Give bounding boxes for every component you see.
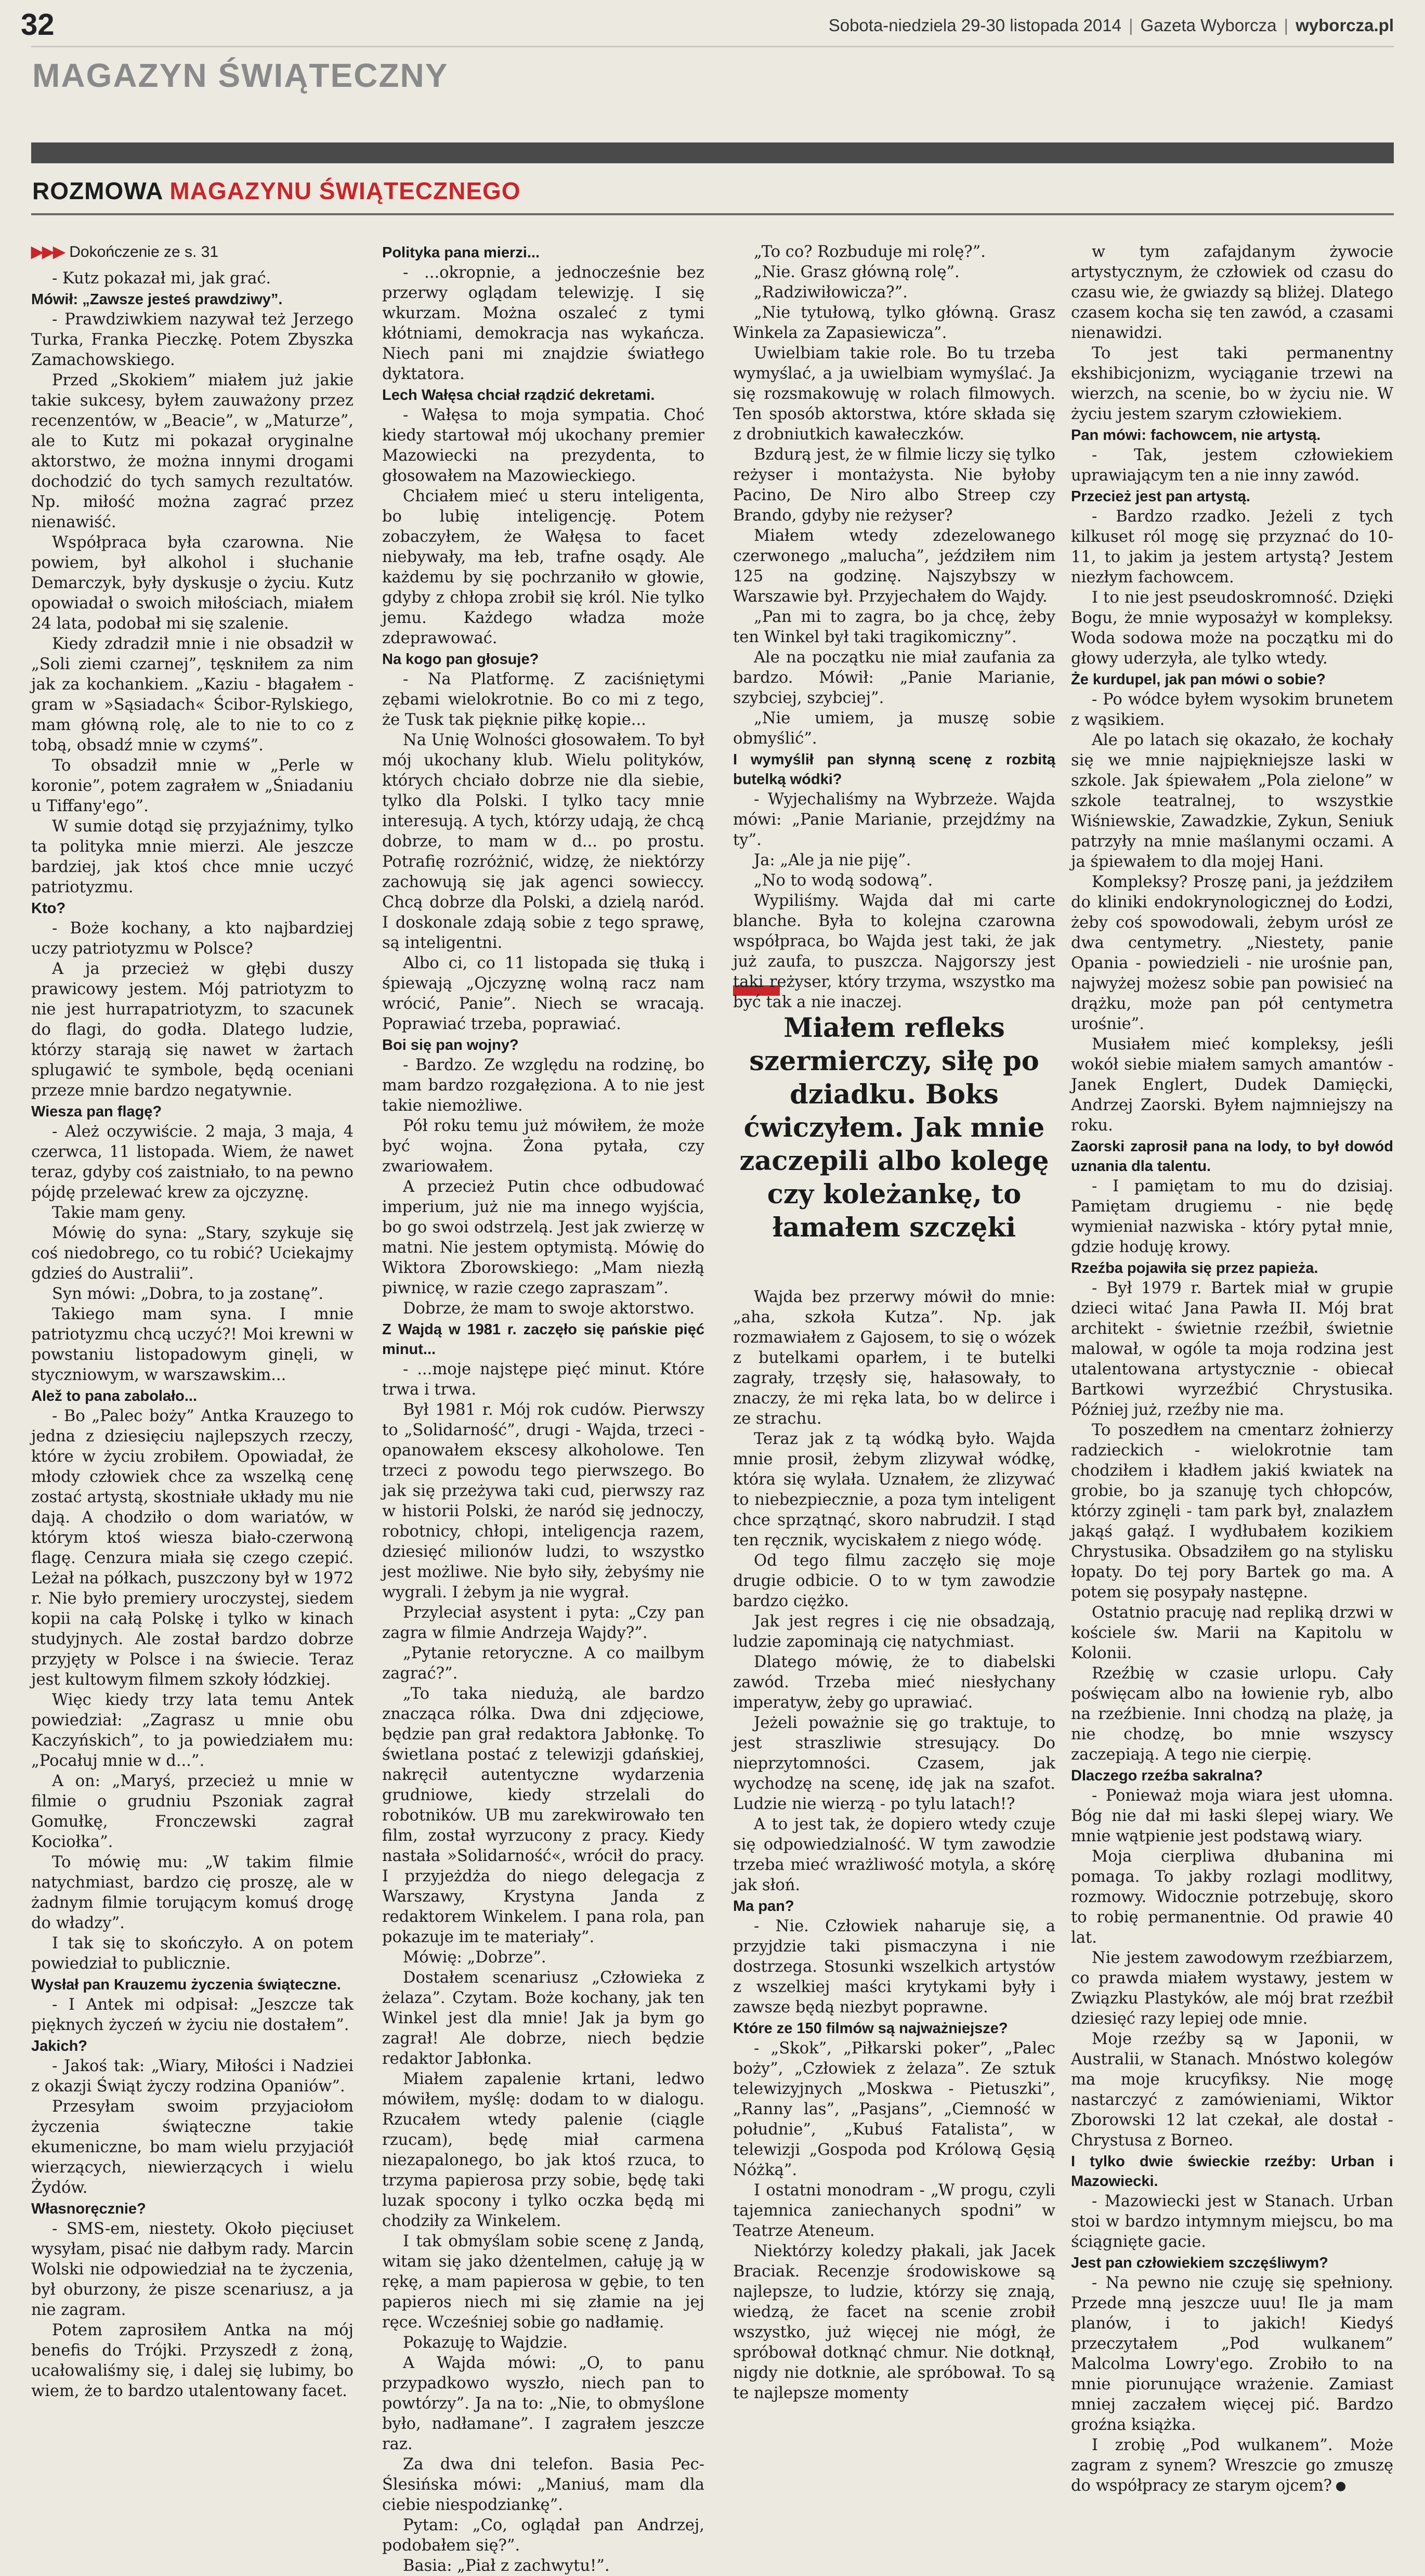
article-paragraph: - „Skok”, „Piłkarski poker”, „Palec boży”, „Człowiek z żelaza”. Ze sztuk telewizyjnych „Moskwa - Pietuszki”, „Ranny las”, „Pasjans”, „Ciemność w południe”, „Kubuś Fatalista”, w telewizji „Gospoda pod Królową Gęsią Nóżką”. [733, 2039, 1055, 2179]
end-of-article-icon [1336, 2482, 1345, 2491]
section-title: MAGAZYN ŚWIĄTECZNY [32, 57, 449, 94]
article-paragraph: - Prawdziwkiem nazywał też Jerzego Turka, Franka Pieczkę. Potem Zbyszka Zamachowskiego. [31, 310, 354, 369]
article-paragraph: Basia: „Piał z zachwytu!”. [403, 2557, 610, 2575]
article-column-2 [382, 242, 705, 2575]
issue-date: Sobota-niedziela 29-30 listopada 2014 [828, 16, 1121, 35]
article-paragraph: I ostatni monodram - „W progu, czyli tajemnica zaniechanych spodni” w Teatrze Ateneum. [733, 2181, 1055, 2240]
interview-question: I wymyślił pan słynną scenę z rozbitą butelką wódki? [733, 751, 1055, 788]
article-paragraph: - I Antek mi odpisał: „Jeszcze tak pięknych życzeń w życiu nie dostałem”. [31, 1996, 354, 2034]
interview-question: Wysłał pan Krauzemu życzenia świąteczne. [31, 1976, 341, 1993]
separator: | [1128, 16, 1133, 35]
article-paragraph: Kompleksy? Proszę pani, ja jeździłem do kliniki endokrynologicznej do Łodzi, żeby coś spowodowali, żebym urósł ze dwa centymetry. „Niestety, panie Opania - powiedzieli - nie urośnie pan, najwyżej możesz sobie pan powisieć na drążku, może pan pół centymetra urośnie”. [1071, 873, 1393, 1033]
article-paragraph: Nie jestem zawodowym rzeźbiarzem, co prawda miałem wystawy, jestem w Związku Plastyków, ale mój brat rzeźbił dziesięć razy lepiej ode mnie. [1071, 1949, 1393, 2028]
article-paragraph: - Na pewno nie czuję się spełniony. Przede mną jeszcze uuu! Ile ja mam planów, i to jakich! Kiedyś przeczytałem „Pod wulkanem” Malcolma Lowry'ego. Zrobiło to na mnie piorunujące wrażenie. Zamiast mniej zaczałem więcej pić. Bardzo groźna książka. [1071, 2274, 1393, 2434]
triple-arrow-icon: ▶▶▶ [31, 243, 64, 261]
pull-quote-text: Miałem refleks szermierczy, siłę po dziadku. Boks ćwiczyłem. Jak mnie zaczepili albo kolegę czy koleżankę, to łamałem szczęki [739, 1012, 1049, 1243]
continuation-note [31, 242, 354, 262]
interview-header [32, 177, 521, 205]
page-number: 32 [21, 8, 55, 42]
article-paragraph: Moja cierpliwa dłubanina mi pomaga. To jakby rozlagi modlitwy, rozmowy. Widocznie potrzebuję, skoro to robię permanentnie. Od prawie 40 lat. [1071, 1848, 1393, 1947]
interview-question: Alež to pana zabolało... [31, 1388, 198, 1404]
article-paragraph: Miałem wtedy zdezelowanego czerwonego „malucha”, jeździłem nim 125 na godzinę. Najszybszy w Warszawie był. Przyjechałem do Wajdy. [733, 527, 1055, 606]
article-paragraph: Kiedy zdradził mnie i nie obsadził w „Soli ziemi czarnej”, tęskniłem za nim jak za kochankiem. „Kaziu - błagałem - gram w »Sąsiadach« Ścibor-Rylskiego, mam główną rolę, ale to nie to co z tobą, obsadź mnie w czymś”. [31, 635, 354, 754]
article-paragraph: - Bardzo rzadko. Jeżeli z tych kilkuset ról mogę się przyznać do 10-11, to jakim ja jestem artystą? Jestem niezłym fachowcem. [1071, 508, 1393, 587]
interview-question: Jakich? [31, 2038, 87, 2054]
pull-quote [733, 985, 1055, 1277]
article-paragraph: - Kutz pokazał mi, jak grać. [52, 269, 271, 288]
article-paragraph: - SMS-em, niestety. Około pięciuset wysyłam, pisać nie dałbym rady. Marcin Wolski nie odpowiedział na te życzenia, był oburzony, że pisze scenariusz, a ja nie zagram. [31, 2220, 354, 2319]
article-paragraph: Za dwa dni telefon. Basia Pec-Ślesińska mówi: „Maniuś, mam dla ciebie niespodziankę”. [382, 2455, 704, 2514]
article-paragraph: Moje rzeźby są w Japonii, w Australii, w Stanach. Mnóstwo kolegów ma moje krucyfiksy. Nie mogę nastarczyć z zamówieniami, Wiktor Zborowski 12 lat czekał, ale dostał - Chrystusa z Borneo. [1071, 2030, 1393, 2150]
article-paragraph: „Nie tytułową, tylko główną. Grasz Winkela za Zapasiewicza”. [733, 304, 1055, 342]
article-paragraph: Teraz jak z tą wódką było. Wajda mnie prosił, żebym zlizywał wódkę, która się wylała. Uznałem, że zlizywać to niebezpiecznie, a poza tym inteligent chce sprzątnąć, skoro nabrudził. I stąd ten ręcznik, wyciskałem z niego wódę. [733, 1430, 1055, 1550]
article-paragraph: Takie mam geny. [52, 1204, 186, 1222]
article-paragraph: - Bardzo. Ze względu na rodzinę, bo mam bardzo rozgałęziona. A to nie jest takie niemożliwe. [382, 1056, 704, 1115]
article-paragraph: - Nie. Człowiek naharuje się, a przyjdzie taki pismaczyna i nie dostrzega. Stosunki wszelkich artystów z wszelkiej maści krytykami były i zawsze będą niezbyt poprawne. [733, 1917, 1055, 2016]
article-paragraph: Niektórzy koledzy płakali, jak Jacek Braciak. Recenzje środowiskowe są najlepsze, to ludzie, którzy się znają, wiedzą, że facet na scenie zrobił wszystko, już więcej nie mógł, że spróbował dotknąć chmur. Nie dotknął, nigdy nie dotknie, ale spróbował. To są te najlepsze momenty [733, 2242, 1055, 2402]
interview-question: Które ze 150 filmów są najważniejsze? [733, 2020, 1008, 2037]
article-paragraph: - ...moje najstępe pięć minut. Które trwa i trwa. [382, 1360, 704, 1399]
article-paragraph: - Wałęsa to moja sympatia. Choć kiedy startował mój ukochany premier Mazowiecki na prezydenta, to głosowałem na Mazowieckiego. [382, 406, 704, 485]
header-prefix: ROZMOWA [32, 177, 163, 204]
article-paragraph: Chciałem mieć u steru inteligenta, bo lubię inteligencję. Potem zobaczyłem, że Wałęsa to facet niebywały, ma łeb, trafne osądy. Ale każdemu by się pochrzaniło w głowie, gdyby z chłopa zrobił się król. Nie tylko jemu. Każdego władza może zdeprawować. [382, 487, 704, 647]
article-paragraph: Mówię: „Dobrze”. [403, 1948, 546, 1967]
article-paragraph: W sumie dotąd się przyjaźnimy, tylko ta polityka mnie mierzi. Ale jeszcze bardziej, jak ktoś chce mnie uczyć patriotyzmu. [31, 817, 354, 896]
article-paragraph: - Wyjechaliśmy na Wybrzeże. Wajda mówi: „Panie Marianie, przejdźmy na ty”. [733, 790, 1055, 849]
interview-question: Że kurdupel, jak pan mówi o sobie? [1071, 671, 1326, 688]
article-paragraph: „Nie. Grasz główną rolę”. [754, 263, 960, 281]
article-paragraph: Ale na początku nie miał zaufania za bardzo. Mówił: „Panie Marianie, szybciej, szybciej”. [733, 648, 1055, 707]
article-paragraph: - Tak, jestem człowiekiem uprawiającym ten a nie inny zawód. [1071, 446, 1393, 485]
article-paragraph: Miałem zapalenie krtani, ledwo mówiłem, myślę: dodam to w dialogu. Rzucałem wtedy palenie (ciągle rzucam), będę miał carmena niezapalonego, bo jak ktoś rzuca, to trzyma papierosa przy sobie, będę taki luzak spocony i tylko oczka będą mi chodziły za Winkelem. [382, 2070, 704, 2230]
article-paragraph: Dobrze, że mam to swoje aktorstwo. [403, 1299, 695, 1318]
article-paragraph: - Mazowiecki jest w Stanach. Urban stoi w bardzo intymnym miejscu, bo ma ściągnięte gacie. [1071, 2192, 1393, 2251]
website-link[interactable]: wyborcza.pl [1296, 16, 1394, 35]
article-paragraph: Rzeźbię w czasie urlopu. Cały poświęcam albo na łowienie ryb, albo na rzeźbienie. Inni chodzą na plażę, ja nie chodzę, bo mnie wszyscy zaczepiają. A tego nie cierpię. [1071, 1664, 1393, 1764]
article-paragraph: - Jakoś tak: „Wiary, Miłości i Nadziei z okazji Świąt życzy rodzina Opaniów”. [31, 2057, 354, 2096]
article-paragraph: Dostałem scenariusz „Człowieka z żelaza”. Czytam. Boże kochany, jak ten Winkel jest dla mnie! Jak ja bym go zagrał! Ale dobrze, niech będzie redaktor Jabłonka. [382, 1969, 704, 2068]
article-column-4 [1071, 242, 1393, 2495]
article-paragraph: Wajda bez przerwy mówił do mnie: „aha, szkoła Kutza”. Np. jak rozmawiałem z Gajosem, to się o wózek z butelkami oparłem, i te butelki zagrały, trzęsły się, hałasowały, to znaczy, że mi ręka lata, bo w delirce i ze strachu. [733, 1288, 1055, 1428]
interview-question: Jest pan człowiekiem szczęśliwym? [1071, 2255, 1328, 2271]
interview-question: Polityka pana mierzi... [382, 244, 540, 261]
article-paragraph: - Ponieważ moja wiara jest ułomna. Bóg nie dał mi łaski ślepej wiary. We mnie wątpienie jest podstawą wiary. [1071, 1787, 1393, 1845]
article-paragraph: - Bo „Palec boży” Antka Krauzego to jedna z dziesięciu najlepszych rzeczy, które w życiu zrobiłem. Opowiadał, że młody człowiek chce za wszelką cenę zostać artystą, skostniałe układy mu nie dają. A chodziło o dom wariatów, w którym ktoś wiesza biało-czerwoną flagę. Cenzura miała się czego czepić. Leżał na półkach, puszczony był w 1972 r. Nie było premiery uroczystej, siedem kopii na całą Polskę i tylko w kinach studyjnych. Ale został bardzo dobrze przyjęty w Polsce i na świecie. Teraz jest kultowym filmem szkoły łódzkiej. [31, 1407, 354, 1689]
article-paragraph: „Pytanie retoryczne. A co mailbym zagrać?”. [382, 1644, 704, 1683]
article-paragraph: „To co? Rozbuduje mi rolę?”. [754, 243, 986, 261]
article-paragraph: - Na Platformę. Z zaciśniętymi zębami wielokrotnie. Bo co mi z tego, że Tusk tak pięknie piłkę kopie... [382, 670, 704, 729]
article-paragraph: A to jest tak, że dopiero wtedy czuje się odpowiedzialność. W tym zawodzie trzeba mieć wrażliwość motyla, a skórę jak słoń. [733, 1815, 1055, 1894]
article-paragraph: Dlatego mówię, że to diabelski zawód. Trzeba mieć niesłychany imperatyw, żeby go uprawiać. [733, 1653, 1055, 1712]
article-paragraph: A on: „Maryś, przecież u mnie w filmie o grudniu Pszoniak zagrał Gomułkę, Fronczewski zagrał Kociołka”. [31, 1772, 354, 1851]
article-paragraph: To poszedłem na cmentarz żołnierzy radzieckich - wielokrotnie tam chodziłem i kładłem jakiś kwiatek na grobie, bo ja szanuję tych chłopców, którzy zginęli - tam park był, znalazłem jakąś gałąź. I wydłubałem kozikiem Chrystusika. Obsadziłem go na stylisku łopaty. Do tej pory Bartek go ma. A potem się posypały następne. [1071, 1421, 1393, 1602]
article-paragraph: Na Unię Wolności głosowałem. To był mój ukochany klub. Wielu polityków, których chciało dobrze nie dla siebie, tylko dla Polski. I tylko tacy mnie interesują. A tych, którzy udają, że chcą dobrze, to mam w d... po prostu. Potrafię rozróżnić, widzę, że niektórzy zachowują się jak agenci sowieccy. Chcą dobrze dla Polski, a dzielą naród. I doskonale zdają sobie z tego sprawę, są inteligentni. [382, 731, 705, 952]
interview-question: Ma pan? [733, 1898, 794, 1915]
article-paragraph: I tak obmyślam sobie scenę z Jandą, witam się jako dżentelmen, całuję ją w rękę, a mam papierosa w gębie, to ten papieros niech mi się złamie na jej ręce. Wcześniej sobie go nadłamię. [382, 2232, 704, 2332]
article-paragraph: Ostatnio pracuję nad repliką drzwi w kościele św. Marii na Kapitolu w Kolonii. [1071, 1604, 1393, 1662]
interview-question: I tylko dwie świeckie rzeźby: Urban i Mazowiecki. [1071, 2153, 1393, 2190]
article-paragraph: Od tego filmu zaczęło się moje drugie odbicie. O to w tym zawodzie bardzo ciężko. [733, 1552, 1055, 1610]
interview-question: Pan mówi: fachowcem, nie artystą. [1071, 427, 1321, 444]
article-paragraph: Przyleciał asystent i pyta: „Czy pan zagra w filmie Andrzeja Wajdy?”. [382, 1604, 704, 1642]
interview-question: Kto? [31, 900, 66, 917]
interview-question: Zaorski zaprosił pana na lody, to był dowód uznania dla talentu. [1071, 1138, 1393, 1175]
article-paragraph: Jeżeli poważnie się go traktuje, to jest straszliwie stresujący. Do nieprzytomności. Czasem, jak wychodzę na scenę, idę jak na szafot. Ludzie nie wierzą - po tylu latach!? [733, 1714, 1055, 1813]
article-paragraph: „Pan mi to zagra, bo ja chcę, żeby ten Winkel był taki tragikomiczny”. [733, 608, 1055, 646]
article-paragraph: Albo ci, co 11 listopada się tłuką i śpiewają „Ojczyznę wolną racz nam wrócić, Panie”. Niech se wracają. Poprawiać trzeba, poprawiać. [382, 954, 704, 1033]
interview-question: Z Wajdą w 1981 r. zaczęło się pańskie pięć minut... [382, 1321, 704, 1358]
separator: | [1284, 16, 1289, 35]
article-paragraph: To mówię mu: „W takim filmie natychmiast, bardzo cię proszę, ale w żadnym filmie torującym komuś drogę do władzy”. [31, 1853, 354, 1932]
article-column-1 [31, 242, 354, 2400]
article-paragraph: Współpraca była czarowna. Nie powiem, był alkohol i słuchanie Demarczyk, były dyskusje o życiu. Kutz opowiadał o swoich miłościach, miałem 24 lata, podobał mi się szalenie. [31, 534, 354, 633]
article-paragraph: Przed „Skokiem” miałem już jakie takie sukcesy, byłem zauważony przez recenzentów, w „Beacie”, w „Maturze”, ale to Kutz mi pokazał oryginalne aktorstwo, że można innymi drogami dochodzić do tych samych rezultatów. Np. miłość można zagrać przez nienawiść. [31, 371, 354, 531]
interview-question: Mówił: „Zawsze jesteś prawdziwy”. [31, 291, 283, 308]
article-paragraph: „No to wodą sodową”. [754, 871, 933, 890]
article-paragraph: Ale po latach się okazało, że kochały się we mnie najpiękniejsze laski w szkole. Jak śpiewałem „Pola zielone” w szkole teatralnej, to wszystkie Wiśniewskie, Zawadzkie, Zykun, Seniuk patrzyły na mnie maślanymi oczami. A ja śpiewałem to dla mojej Hani. [1071, 731, 1393, 871]
article-paragraph: - Ależ oczywiście. 2 maja, 3 maja, 4 czerwca, 11 listopada. Wiem, że nawet teraz, gdyby coś zaistniało, to na pewno pójdę przelewać krew za ojczyznę. [31, 1123, 354, 1202]
article-paragraph: A przecież Putin chce odbudować imperium, już nie ma innego wyjścia, bo go swoi odstrzelą. Jest jak zwierzę w matni. Nie jestem optymistą. Mówię do Wiktora Zborowskiego: „Mam niezłą piwnicę, w razie czego zapraszam”. [382, 1178, 704, 1297]
article-paragraph: w tym zafajdanym żywocie artystycznym, że człowiek od czasu do czasu wie, że gwiazdy są bliżej. Dlatego czasem kocha się ten zawód, a czasami nienawidzi. [1071, 243, 1393, 342]
article-paragraph: - Po wódce byłem wysokim brunetem z wąsikiem. [1071, 691, 1393, 729]
article-paragraph: Musiałem mieć kompleksy, jeśli wokół siebie miałem samych amantów - Janek Englert, Dudek Damięcki, Andrzej Zaorski. Byłem najmniejszy na roku. [1071, 1035, 1393, 1135]
interview-question: Dlaczego rzeźba sakralna? [1071, 1767, 1263, 1784]
article-paragraph: Pytam: „Co, oglądał pan Andrzej, podobałem się?”. [382, 2516, 704, 2555]
article-paragraph: Ja: „Ale ja nie piję”. [754, 851, 911, 869]
article-paragraph: Przesyłam swoim przyjaciołom życzenia świąteczne takie ekumeniczne, bo mam wielu przyjaciół wierzących, niewierzących i wielu Żydów. [31, 2098, 354, 2197]
article-paragraph: To jest taki permanentny ekshibicjonizm, wyciąganie trzewi na wierzch, na scenie, bo w życiu nie. W życiu jestem szarym człowiekiem. [1071, 344, 1393, 423]
interview-question: Boi się pan wojny? [382, 1037, 519, 1053]
article-paragraph: Był 1981 r. Mój rok cudów. Pierwszy to „Solidarność”, drugi - Wajda, trzeci - opanowałem ekscesy alkoholowe. Ten trzeci z powodu tego pierwszego. Bo jak się przeżywa taki cud, pierwszy raz w historii Polski, że naród się jednoczy, robotnicy, chłopi, inteligencja razem, dziesięć milionów ludzi, to wszystko jest możliwe. Nie było siły, żebyśmy nie wygrali. I żebym ja nie wygrał. [382, 1401, 704, 1602]
interview-question: Lech Wałęsa chciał rządzić dekretami. [382, 387, 655, 404]
article-paragraph: Pół roku temu już mówiłem, że może być wojna. Żona pytała, czy zwariowałem. [382, 1117, 704, 1176]
header-accent: MAGAZYNU ŚWIĄTECZNEGO [169, 177, 521, 204]
article-paragraph: Syn mówi: „Dobra, to ja zostanę”. [52, 1285, 324, 1303]
article-paragraph: - ...okropnie, a jednocześnie bez przerwy oglądam telewizję. I się wkurzam. Można oszaleć z tymi kłótniami, demokracja nas wykańcza. Niech pani mi znajdzie światłego dyktatora. [382, 264, 704, 383]
publication-name: Gazeta Wyborcza [1140, 16, 1277, 35]
interview-question: Na kogo pan głosuje? [382, 651, 539, 668]
continuation-text: Dokończenie ze s. 31 [69, 243, 219, 261]
article-paragraph: - I pamiętam to mu do dzisiaj. Pamiętam drugiemu - nie będę wymieniał nazwiska - który pytał mnie, gdzie hoduję krowy. [1071, 1177, 1393, 1256]
article-paragraph: I tak się to skończyło. A on potem powiedział to publicznie. [31, 1934, 354, 1973]
article-paragraph: I to nie jest pseudoskromność. Dzięki Bogu, że mnie wyposażył w kompleksy. Woda sodowa może na początku mi do głowy uderzyła, ale tylko wtedy. [1071, 589, 1393, 668]
section-band [31, 142, 1394, 163]
issue-info [829, 16, 1394, 35]
article-paragraph: Uwielbiam takie role. Bo tu trzeba wymyślać, a ja uwielbiam wymyślać. Ja się rozsmakowuję w rolach filmowych. Ten sposób aktorstwa, które składa się z drobniutkich kawałeczków. [733, 344, 1055, 444]
article-paragraph: - Boże kochany, a kto najbardziej uczy patriotyzmu w Polsce? [31, 919, 354, 958]
top-rule [31, 46, 1394, 47]
interview-question: Przecież jest pan artystą. [1071, 488, 1250, 505]
header-rule [31, 213, 1394, 215]
interview-question: Własnoręcznie? [31, 2201, 146, 2217]
article-paragraph: I zrobię „Pod wulkanem”. Może zagram z synem? Wreszcie go zmuszę do współpracy ze starym ojcem? [1071, 2436, 1393, 2495]
article-paragraph: Jak jest regres i cię nie obsadzają, ludzie zapominają cię natychmiast. [733, 1612, 1055, 1651]
article-paragraph: Więc kiedy trzy lata temu Antek powiedział: „Zagrasz u mnie obu Kaczyńskich”, to ja powiedziałem mu: „Pocałuj mnie w d...”. [31, 1691, 354, 1770]
article-paragraph: Wypiliśmy. Wajda dał mi carte blanche. Była to kolejna czarowna współpraca, bo Wajda jest taki, że jak już zaufa, to puszcza. Najgorszy jest taki reżyser, który trzyma, wszystko ma być tak a nie inaczej. [733, 892, 1055, 1011]
interview-question: Rzeźba pojawiła się przez papieża. [1071, 1260, 1318, 1277]
article-paragraph: Potem zaprosiłem Antka na mój benefis do Trójki. Przyszedł z żoną, ucałowaliśmy się, i dalej się lubimy, bo wiem, że to bardzo utalentowany facet. [31, 2321, 354, 2400]
article-paragraph: „Nie umiem, ja muszę sobie obmyślić”. [733, 709, 1055, 748]
article-paragraph: Takiego mam syna. I mnie patriotyzmu chcą uczyć?! Moi krewni w powstaniu listopadowym ginęli, w styczniowym, w warszawskim... [31, 1305, 354, 1384]
article-paragraph: Bzdurą jest, że w filmie liczy się tylko reżyser i montażysta. Nie byłoby Pacino, De Niro albo Streep czy Brando, gdyby nie reżyser? [733, 446, 1055, 525]
article-paragraph: A ja przecież w głębi duszy prawicowy jestem. Mój patriotyzm to nie jest hurrapatriotyzm, to szacunek do flagi, do godła. Dlatego ludzie, którzy starają się nawet w żartach splugawić te symbole, będą oceniani przeze mnie bardzo negatywnie. [31, 960, 354, 1100]
article-paragraph: Mówię do syna: „Stary, szykuje się coś niedobrego, co tu robić? Uciekajmy gdzieś do Australii”. [31, 1224, 354, 1283]
article-paragraph: „Radziwiłowicza?”. [754, 283, 908, 302]
article-column-3 [733, 242, 1055, 2402]
article-paragraph: „To taka niedużą, ale bardzo znacząca rólka. Dwa dni zdjęciowe, będzie pan grał redaktora Jabłonkę. To świetlana postać z telewizji gdańskiej, nakręcił autentyczne wydarzenia grudniowe, kiedy strzelali do robotników. UB mu zarekwirowało ten film, został wyrzucony z pracy. Kiedy nastała »Solidarność«, wrócił do pracy. I przyjeżdża do niego delegacja z Warszawy, Krystyna Janda z redaktorem Winkelem. I pana rola, pan pokazuje im te materiały”. [382, 1685, 704, 1946]
article-paragraph: To obsadził mnie w „Perle w koronie”, potem zagrałem w „Śniadaniu u Tiffany'ego”. [31, 757, 354, 815]
article-paragraph: - Był 1979 r. Bartek miał w grupie dzieci witać Jana Pawła II. Mój brat architekt - świetnie rzeźbił, świetnie malował, w ogóle ta moja rodzina jest utalentowana artystycznie - obiecał Bartkowi wyrzeźbić Chrystusika. Później już, rzeźby nie ma. [1071, 1279, 1393, 1419]
article-paragraph: A Wajda mówi: „O, to panu przypadkowo wyszło, niech pan to powtórzy”. Ja na to: „Nie, to obmyślone było, nadłamane”. I zagrałem jeszcze raz. [382, 2354, 704, 2453]
interview-question: Wiesza pan flagę? [31, 1103, 162, 1120]
article-paragraph: Pokazuję to Wajdzie. [403, 2334, 568, 2352]
